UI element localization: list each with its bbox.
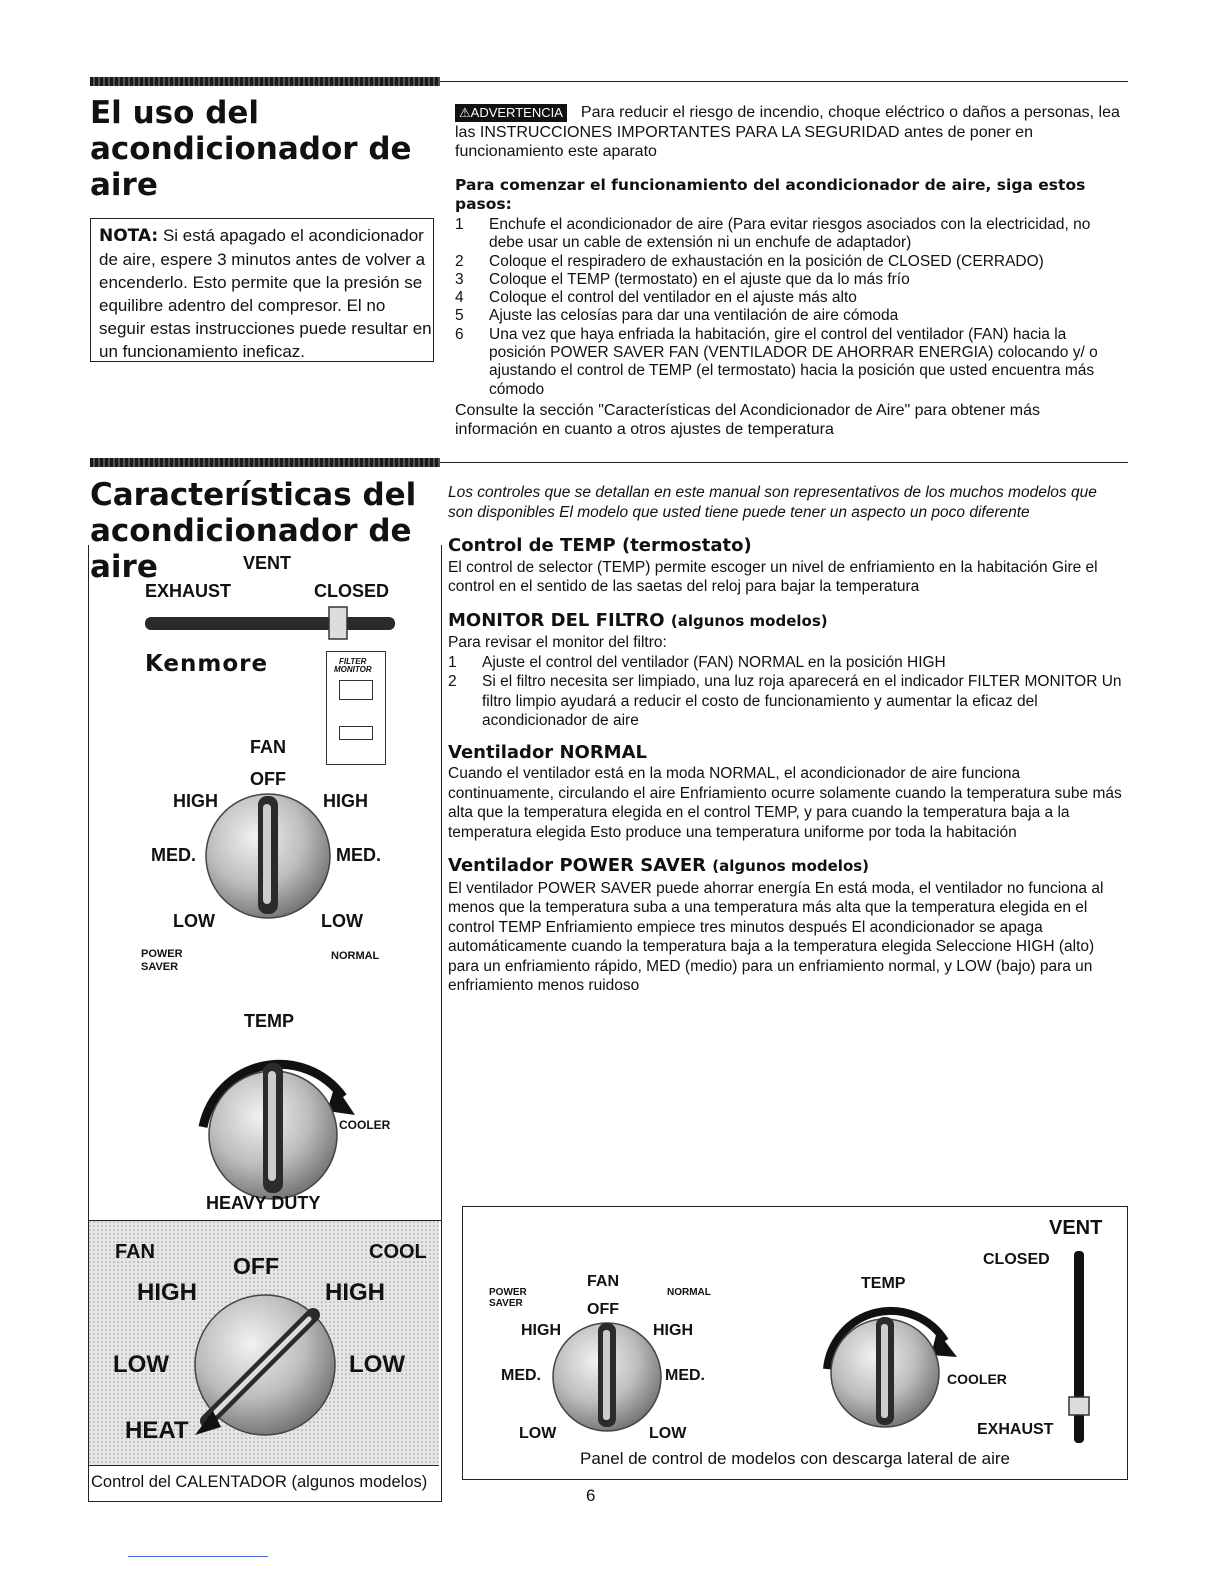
step-item: 4 Coloque el control del ventilador en el ajuste más alto (455, 289, 857, 307)
heater-knob (185, 1285, 345, 1445)
temp-heading: Control de TEMP (termostato) (448, 535, 752, 556)
step-item: 3 Coloque el TEMP (termostato) en el ajuste que da lo más frío (455, 270, 910, 288)
section2-title-line1: Características del (90, 477, 417, 513)
saver-heading: Ventilador POWER SAVER (algunos modelos) (448, 855, 870, 876)
consult-text: Consulte la sección "Características del Acondicionador de Aire" para obtener más información en cuanto a otros ajustes de temperatura (455, 401, 1041, 438)
temp-text: El control de selector (TEMP) permite escoger un nivel de enfriamiento en la habitación Gire el control en el sentido de las saetas del reloj para bajar la temperatura (448, 558, 1098, 595)
section1-rule-dark (90, 77, 440, 86)
side-discharge-panel (462, 1206, 1128, 1480)
heater-off-label: OFF (233, 1253, 279, 1279)
warning-badge-text: ADVERTENCIA (470, 105, 563, 120)
step-item: 1 Enchufe el acondicionador de aire (Para evitar riesgos asociados con la electricidad, no debe usar un cable de extensión ni un enchufe de adaptador) (455, 216, 1091, 252)
panel-fan-label: FAN (250, 737, 286, 757)
section2-rule-thin (440, 462, 1128, 463)
panel-temp-label: TEMP (244, 1011, 295, 1031)
filter-heading: MONITOR DEL FILTRO (algunos modelos) (448, 609, 828, 631)
side-med-right: MED. (665, 1367, 705, 1384)
heater-high-left: HIGH (137, 1279, 197, 1306)
panel-high-right: HIGH (323, 791, 368, 811)
filter-step: 2 Si el filtro necesita ser limpiado, una luz roja aparecerá en el indicador FILTER MONITOR Un filtro limpio ayudará a reducir el costo de funcionamiento y aumentar la eficaz del acondicionador de aire (448, 673, 1122, 729)
fan-knob (202, 790, 334, 922)
panel-vent-label: VENT (243, 553, 292, 573)
side-high-left: HIGH (521, 1322, 561, 1339)
vent-slider (145, 605, 395, 641)
heater-fan-label: FAN (115, 1241, 155, 1263)
side-vent-label: VENT (1049, 1217, 1103, 1239)
filter-monitor-label-1: FILTER (339, 657, 367, 666)
normal-heading: Ventilador NORMAL (448, 741, 647, 763)
filter-step: 1 Ajuste el control del ventilador (FAN) NORMAL en la posición HIGH (448, 653, 946, 671)
filter-monitor-label-2: MONITOR (334, 665, 372, 674)
steps-heading: Para comenzar el funcionamiento del acondicionador de aire, siga estos pasos: (455, 176, 1086, 213)
heater-heat-label: HEAT (125, 1417, 189, 1444)
side-cooler-label: COOLER (947, 1371, 1007, 1387)
step-item: 5 Ajuste las celosías para dar una ventilación de aire cómoda (455, 307, 899, 325)
side-normal-label: NORMAL (667, 1287, 711, 1298)
panel-normal-label: NORMAL (331, 950, 380, 962)
saver-heading-small: (algunos modelos) (712, 857, 870, 875)
steps-list (455, 216, 1127, 399)
panel-low-left: LOW (173, 911, 215, 931)
panel-heavy-duty-label: HEAVY DUTY (206, 1193, 321, 1213)
heater-cool-label: COOL (369, 1241, 427, 1263)
side-temp-label: TEMP (861, 1275, 906, 1292)
side-saver-label: SAVER (489, 1298, 523, 1309)
heater-caption: Control del CALENTADOR (algunos modelos) (89, 1465, 439, 1499)
side-low-left: LOW (519, 1425, 557, 1442)
warning-text: Para reducir el riesgo de incendio, choque eléctrico o daños a personas, lea las INSTRUCCIONES IMPORTANTES PARA LA SEGURIDAD antes de poner en funcionamiento este aparato (455, 104, 1120, 160)
side-panel-caption: Panel de control de modelos con descarga lateral de aire (580, 1449, 1010, 1468)
normal-text: Cuando el ventilador está en la moda NORMAL, el acondicionador de aire funciona continuamente, circulando el aire Enfriamiento ocurre solamente cuando la temperatura sube más alta que la temperatura elegida en el control TEMP, y para cuando la temperatura baja a la temperatura elegida Esto produce una temperatura uniforme por toda la habitación (448, 765, 1122, 841)
panel-low-right: LOW (321, 911, 363, 931)
panel-power-label: POWER (141, 948, 183, 960)
filter-monitor-box (326, 651, 386, 765)
side-fan-label: FAN (587, 1273, 619, 1290)
heater-high-right: HIGH (325, 1279, 385, 1306)
panel-cooler-label: COOLER (339, 1118, 391, 1132)
side-high-right: HIGH (653, 1322, 693, 1339)
side-temp-knob (813, 1293, 973, 1433)
section1-title (90, 95, 440, 203)
section2-title-line2: acondicionador de aire (90, 513, 412, 585)
section1-title-line2: acondicionador de aire (90, 131, 412, 203)
section2-intro: Los controles que se detallan en este manual son representativos de los muchos modelos que son disponibles El modelo que usted tiene puede tener un aspecto un poco diferente (448, 484, 1097, 521)
filter-light-icon (339, 680, 373, 700)
panel-off-label: OFF (250, 769, 286, 789)
heater-control-illustration (88, 1220, 442, 1502)
panel-med-left: MED. (151, 845, 196, 865)
panel-closed-label: CLOSED (314, 581, 390, 601)
side-exhaust-label: EXHAUST (977, 1421, 1054, 1438)
warning-block (455, 103, 1125, 162)
saver-text: El ventilador POWER SAVER puede ahorrar energía En está moda, el ventilador no funciona al menos que la temperatura suba a una temperatura más alta que la temperatura elegida en el control TEMP Enfriamiento empiece tres minutos después El acondicionador se apaga automáticamente cuando la temperatura baja a la temperatura elegida Seleccione HIGH (alto) para un enfriamiento rápido, MED (medio) para un enfriamiento normal, y LOW (bajo) para un enfriamiento menos ruidoso (448, 879, 1104, 994)
side-power-label: POWER (489, 1287, 527, 1298)
section2-rule-dark (90, 458, 440, 467)
step-item: 2 Coloque el respiradero de exhaustación en la posición de CLOSED (CERRADO) (455, 252, 1044, 270)
side-fan-knob (549, 1319, 665, 1435)
filter-heading-small: (algunos modelos) (670, 611, 828, 630)
panel-high-left: HIGH (173, 791, 218, 811)
panel-exhaust-label: EXHAUST (145, 581, 232, 601)
note-label: NOTA: (99, 226, 159, 246)
warning-badge (455, 104, 567, 122)
section1-rule-thin (440, 81, 1128, 82)
filter-intro: Para revisar el monitor del filtro: (448, 634, 667, 651)
panel-med-right: MED. (336, 845, 381, 865)
section1-title-line1: El uso del (90, 95, 260, 131)
steps-block (455, 176, 1127, 439)
page-number: 6 (586, 1486, 596, 1505)
section2-text (448, 483, 1126, 996)
side-off-label: OFF (587, 1301, 619, 1318)
heater-low-left: LOW (113, 1351, 169, 1378)
panel-saver-label: SAVER (141, 961, 179, 973)
heater-low-right: LOW (349, 1351, 405, 1378)
step-item: 6 Una vez que haya enfriada la habitación, gire el control del ventilador (FAN) hacia la posición POWER SAVER FAN (VENTILADOR DE AHORRAR ENERGIA) colocando y/ o ajustando el control de TEMP (el termostato) hacia la posición que usted encuentra más cómodo (455, 325, 1098, 398)
side-closed-label: CLOSED (983, 1251, 1050, 1268)
side-vent-slider (1067, 1247, 1091, 1447)
control-panel-illustration (88, 545, 442, 1221)
filter-reset-icon (339, 726, 373, 740)
side-low-right: LOW (649, 1425, 687, 1442)
warning-triangle-icon: ⚠ (459, 105, 471, 120)
note-box (90, 218, 434, 362)
side-med-left: MED. (501, 1367, 541, 1384)
kenmore-logo: Kenmore (145, 651, 269, 677)
note-text: Si está apagado el acondicionador de aire, espere 3 minutos antes de volver a encenderlo. Esto permite que la presión se equilibre adentro del compresor. El no seguir estas instrucciones puede resultar en un funcionamiento ineficaz. (99, 226, 432, 361)
bottom-line (128, 1556, 268, 1557)
